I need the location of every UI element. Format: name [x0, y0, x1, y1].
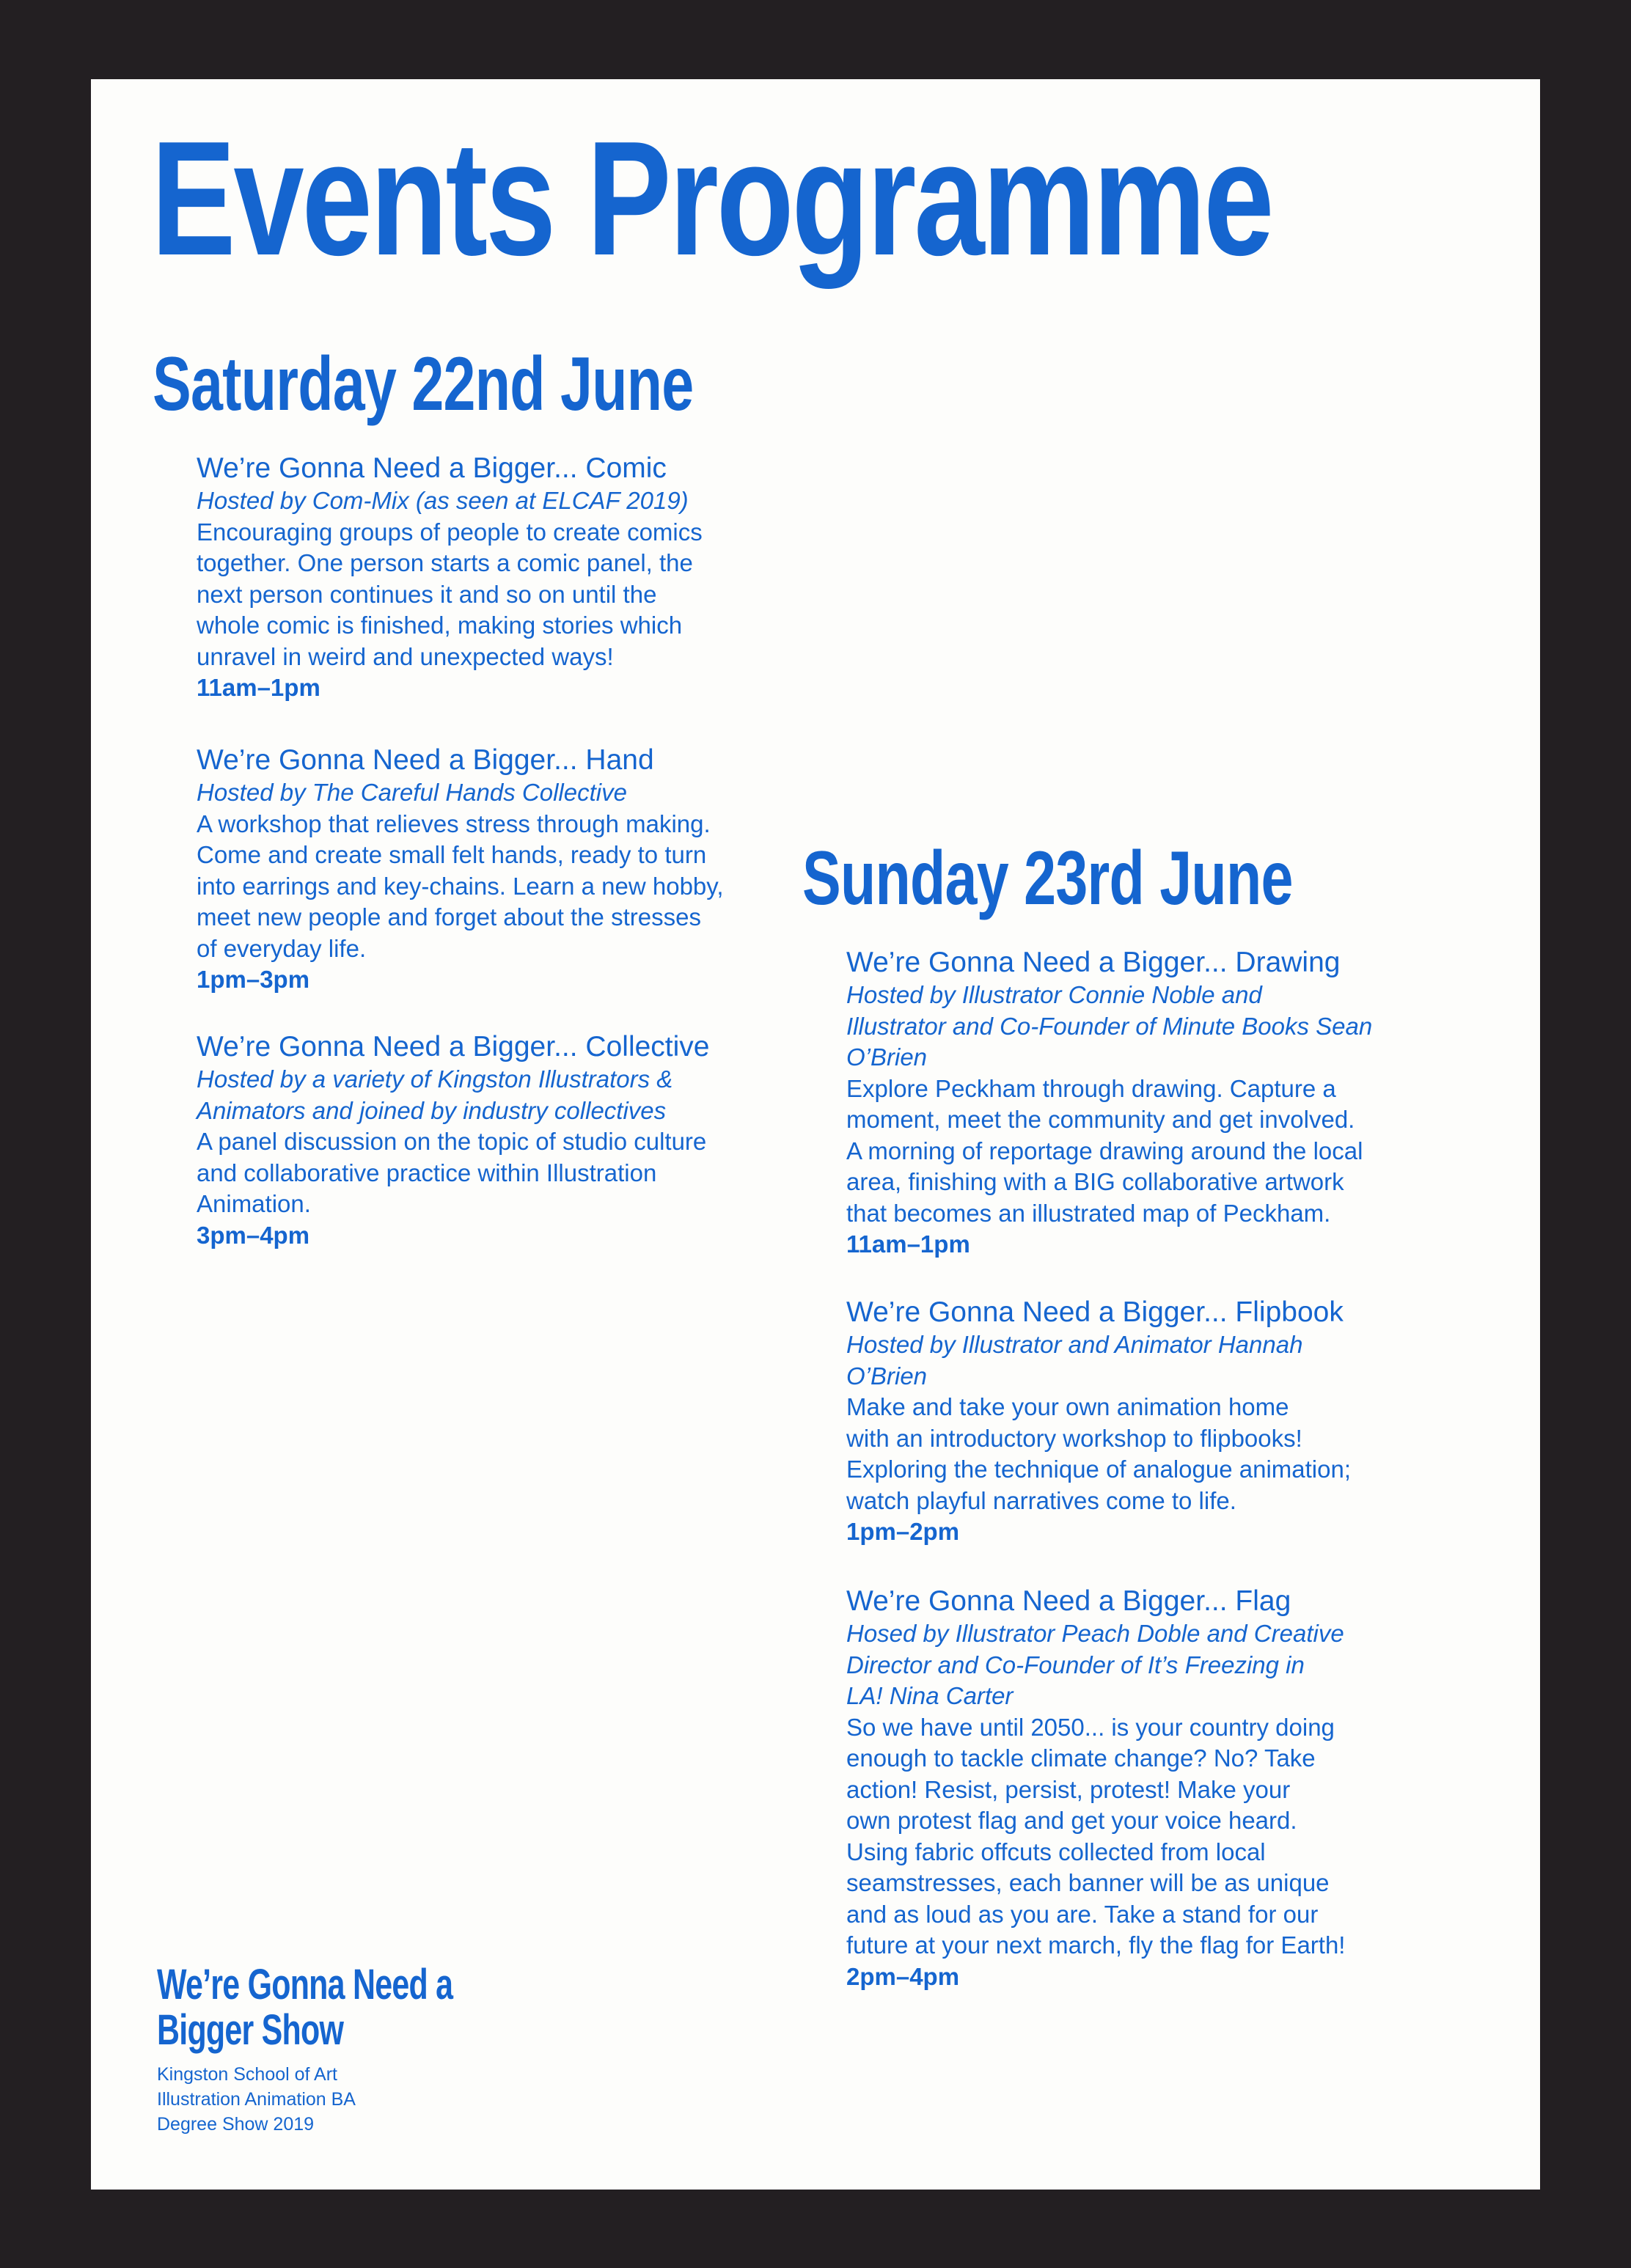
event-description-line: next person continues it and so on until the	[197, 580, 657, 608]
event-flipbook	[846, 1296, 1351, 1548]
event-host: Hosted by Illustrator Connie Noble and	[846, 981, 1262, 1008]
event-time: 3pm–4pm	[197, 1221, 310, 1249]
event-host: Animators and joined by industry collectives	[197, 1096, 667, 1124]
show-title-line: We’re Gonna Need a	[157, 1961, 453, 2008]
event-drawing	[846, 946, 1372, 1260]
event-title: We’re Gonna Need a Bigger... Comic	[197, 452, 667, 484]
show-subtitle-line: Degree Show 2019	[157, 2114, 315, 2135]
programme-sheet	[91, 79, 1540, 2190]
event-collective	[197, 1030, 710, 1251]
event-description-line: with an introductory workshop to flipbooks!	[846, 1424, 1302, 1452]
page-title: Events Programme	[151, 108, 1272, 290]
event-host: Hosted by a variety of Kingston Illustrators &	[197, 1065, 673, 1093]
event-description-line: whole comic is finished, making stories which	[197, 612, 683, 639]
event-description-line: area, finishing with a BIG collaborative artwork	[846, 1168, 1344, 1195]
event-host: Director and Co-Founder of It’s Freezing in	[846, 1651, 1305, 1678]
event-time: 11am–1pm	[846, 1230, 970, 1258]
event-title: We’re Gonna Need a Bigger... Flag	[846, 1585, 1291, 1617]
event-title: We’re Gonna Need a Bigger... Flipbook	[846, 1296, 1344, 1328]
event-title: We’re Gonna Need a Bigger... Collective	[197, 1031, 710, 1063]
event-flag	[846, 1585, 1345, 1992]
event-description-line: A workshop that relieves stress through making.	[197, 810, 711, 837]
event-description-line: A panel discussion on the topic of studio culture	[197, 1128, 707, 1155]
event-description-line: meet new people and forget about the stresses	[197, 903, 701, 931]
event-time: 1pm–3pm	[197, 966, 310, 993]
event-description-line: Make and take your own animation home	[846, 1393, 1289, 1420]
event-description-line: Come and create small felt hands, ready to turn	[197, 841, 707, 868]
event-description-line: Encouraging groups of people to create comics	[197, 518, 703, 546]
event-description-line: So we have until 2050... is your country doing	[846, 1713, 1335, 1741]
event-description-line: action! Resist, persist, protest! Make your	[846, 1775, 1291, 1803]
event-description-line: Animation.	[197, 1190, 311, 1217]
show-title-line: Bigger Show	[157, 2006, 344, 2054]
event-description-line: that becomes an illustrated map of Peckham.	[846, 1199, 1331, 1227]
sunday-heading: Sunday 23rd June	[802, 836, 1293, 921]
event-time: 1pm–2pm	[846, 1518, 960, 1545]
event-host: Hosted by Illustrator and Animator Hannah	[846, 1331, 1303, 1358]
event-description-line: and collaborative practice within Illustration	[197, 1159, 657, 1186]
event-description-line: of everyday life.	[197, 934, 367, 962]
event-host: Hosted by The Careful Hands Collective	[197, 779, 627, 806]
event-description-line: into earrings and key-chains. Learn a new hobby,	[197, 872, 724, 900]
event-description-line: seamstresses, each banner will be as unique	[846, 1869, 1330, 1896]
event-host: O’Brien	[846, 1362, 928, 1390]
show-subtitle	[157, 2062, 557, 2137]
event-time: 2pm–4pm	[846, 1962, 960, 1990]
event-description-line: Explore Peckham through drawing. Capture a	[846, 1074, 1336, 1102]
event-comic	[197, 452, 703, 704]
event-description-line: enough to tackle climate change? No? Take	[846, 1744, 1316, 1772]
event-host: O’Brien	[846, 1043, 928, 1071]
event-description-line: watch playful narratives come to life.	[846, 1486, 1236, 1514]
event-host: LA! Nina Carter	[846, 1682, 1014, 1709]
event-title: We’re Gonna Need a Bigger... Drawing	[846, 947, 1341, 978]
show-title	[157, 1962, 452, 2053]
event-description-line: Using fabric offcuts collected from local	[846, 1838, 1266, 1865]
show-subtitle-line: Kingston School of Art	[157, 2064, 337, 2085]
event-host: Hosed by Illustrator Peach Doble and Creative	[846, 1620, 1344, 1647]
event-hand	[197, 744, 724, 996]
event-description-line: A morning of reportage drawing around the local	[846, 1137, 1363, 1164]
event-description-line: moment, meet the community and get involved.	[846, 1106, 1355, 1133]
event-description-line: unravel in weird and unexpected ways!	[197, 642, 614, 670]
event-description-line: and as loud as you are. Take a stand for our	[846, 1900, 1319, 1928]
event-description-line: own protest flag and get your voice heard.	[846, 1807, 1297, 1834]
event-description-line: Exploring the technique of analogue animation;	[846, 1456, 1351, 1483]
event-host: Hosted by Com-Mix (as seen at ELCAF 2019)	[197, 487, 689, 514]
event-description-line: together. One person starts a comic panel, the	[197, 549, 693, 576]
event-time: 11am–1pm	[197, 674, 320, 701]
saturday-heading: Saturday 22nd June	[153, 342, 694, 427]
show-footer	[157, 1962, 557, 2137]
show-subtitle-line: Illustration Animation BA	[157, 2089, 356, 2110]
event-description-line: future at your next march, fly the flag for Earth!	[846, 1931, 1346, 1959]
event-title: We’re Gonna Need a Bigger... Hand	[197, 744, 654, 776]
event-host: Illustrator and Co-Founder of Minute Books Sean	[846, 1012, 1373, 1040]
